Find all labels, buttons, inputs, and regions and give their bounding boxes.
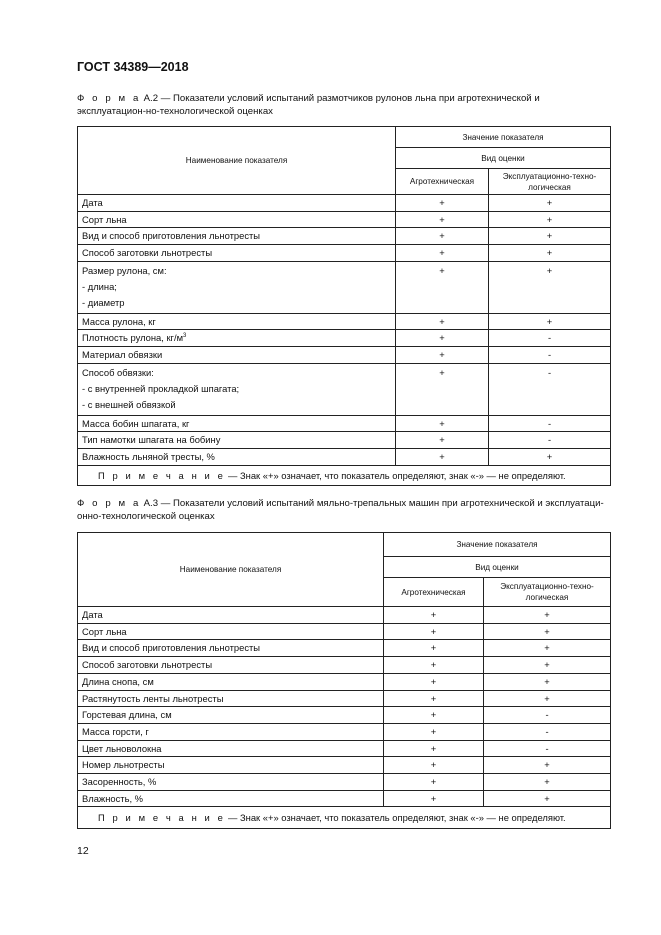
expl-mark: + <box>484 774 611 791</box>
roll-size-diameter: - диаметр <box>82 297 125 309</box>
form-a3-table <box>77 532 611 829</box>
table-row <box>78 211 611 228</box>
agro-mark: + <box>384 740 484 757</box>
row-label: Влажность, % <box>78 790 384 807</box>
agro-mark: + <box>384 774 484 791</box>
expl-mark: + <box>489 245 611 262</box>
table-row <box>78 707 611 724</box>
form-a2-caption-text: А.2 — Показатели условий испытаний размотчиков рулонов льна при агротехнической и эксплуатацион-но-технологической оценках <box>77 93 540 117</box>
document-code: ГОСТ 34389—2018 <box>77 60 189 74</box>
expl-mark: + <box>484 640 611 657</box>
col-header-value: Значение показателя <box>384 533 611 557</box>
expl-mark: + <box>484 657 611 674</box>
table-row <box>78 757 611 774</box>
row-label: Сорт льна <box>78 623 384 640</box>
row-label: Дата <box>78 195 396 212</box>
row-label: Длина снопа, см <box>78 673 384 690</box>
table-note <box>78 465 611 485</box>
form-a3-caption-prefix: Ф о р м а <box>77 498 141 509</box>
page-number: 12 <box>77 845 89 857</box>
row-label: Влажность льняной тресты, % <box>78 449 396 466</box>
table-row <box>78 449 611 466</box>
col-header-value: Значение показателя <box>396 127 611 148</box>
density-exponent: 3 <box>183 333 187 340</box>
col-header-agro: Агротехническая <box>384 578 484 607</box>
expl-mark: + <box>489 449 611 466</box>
agro-mark: + <box>384 757 484 774</box>
row-label: Масса горсти, г <box>78 723 384 740</box>
form-a2-table <box>77 126 611 486</box>
agro-mark: + <box>384 723 484 740</box>
row-label: Материал обвязки <box>78 347 396 364</box>
agro-mark: + <box>396 432 489 449</box>
agro-mark: + <box>396 261 489 313</box>
row-label <box>78 330 396 347</box>
expl-mark: + <box>489 211 611 228</box>
expl-mark: + <box>484 673 611 690</box>
agro-mark: + <box>384 790 484 807</box>
table-row <box>78 690 611 707</box>
table-row <box>78 740 611 757</box>
expl-mark: - <box>489 347 611 364</box>
expl-mark: + <box>484 607 611 624</box>
table-row <box>78 330 611 347</box>
expl-mark: - <box>489 415 611 432</box>
agro-mark: + <box>384 690 484 707</box>
table-row <box>78 313 611 330</box>
table-row <box>78 228 611 245</box>
agro-mark: + <box>384 673 484 690</box>
agro-mark: + <box>396 449 489 466</box>
col-header-name: Наименование показателя <box>78 533 384 607</box>
agro-mark: + <box>384 640 484 657</box>
table-row <box>78 245 611 262</box>
expl-mark: - <box>484 723 611 740</box>
agro-mark: + <box>396 245 489 262</box>
row-label: Способ заготовки льнотресты <box>78 657 384 674</box>
table-row <box>78 347 611 364</box>
col-header-expl: Эксплуатационно-техно-логическая <box>484 578 611 607</box>
table-row <box>78 657 611 674</box>
row-label: Цвет льноволокна <box>78 740 384 757</box>
form-a3-caption <box>77 497 607 523</box>
agro-mark: + <box>396 313 489 330</box>
roll-size-label: Размер рулона, см: <box>82 264 167 276</box>
note-text: — Знак «+» означает, что показатель определяют, знак «-» — не определяют. <box>225 812 566 824</box>
note-prefix: П р и м е ч а н и е <box>98 812 226 824</box>
expl-mark: + <box>484 790 611 807</box>
row-label: Масса бобин шпагата, кг <box>78 415 396 432</box>
expl-mark: - <box>489 330 611 347</box>
table-row <box>78 415 611 432</box>
form-a2-caption-prefix: Ф о р м а <box>77 93 141 104</box>
col-header-expl: Эксплуатационно-техно-логическая <box>489 169 611 195</box>
agro-mark: + <box>396 363 489 415</box>
note-prefix: П р и м е ч а н и е <box>98 469 226 481</box>
agro-mark: + <box>384 623 484 640</box>
expl-mark: + <box>489 313 611 330</box>
table-row <box>78 640 611 657</box>
expl-mark: + <box>489 228 611 245</box>
table-row <box>78 673 611 690</box>
table-row <box>78 261 611 313</box>
expl-mark: - <box>489 363 611 415</box>
col-header-agro: Агротехническая <box>396 169 489 195</box>
expl-mark: - <box>489 432 611 449</box>
table-row <box>78 623 611 640</box>
row-label: Засоренность, % <box>78 774 384 791</box>
table-row <box>78 607 611 624</box>
col-header-name: Наименование показателя <box>78 127 396 195</box>
roll-size-length: - длина; <box>82 281 117 293</box>
agro-mark: + <box>384 707 484 724</box>
table-row <box>78 774 611 791</box>
table-row <box>78 723 611 740</box>
form-a2-caption <box>77 92 607 118</box>
row-label: Масса рулона, кг <box>78 313 396 330</box>
binding-inner: - с внутренней прокладкой шпагата; <box>82 383 240 395</box>
row-label: Вид и способ приготовления льнотресты <box>78 640 384 657</box>
expl-mark: - <box>484 740 611 757</box>
row-label: Растянутость ленты льнотресты <box>78 690 384 707</box>
col-header-type: Вид оценки <box>384 557 611 578</box>
table-row <box>78 790 611 807</box>
agro-mark: + <box>384 657 484 674</box>
expl-mark: - <box>484 707 611 724</box>
table-row <box>78 195 611 212</box>
form-a3-caption-text: А.3 — Показатели условий испытаний мяльно-трепальных машин при агротехнической и эксплуатаци-онно-технологической оценках <box>77 498 604 522</box>
row-label: Тип намотки шпагата на бобину <box>78 432 396 449</box>
expl-mark: + <box>484 623 611 640</box>
table-note <box>78 807 611 829</box>
agro-mark: + <box>396 195 489 212</box>
note-text: — Знак «+» означает, что показатель определяют, знак «-» — не определяют. <box>225 469 566 481</box>
expl-mark: + <box>489 195 611 212</box>
expl-mark: + <box>489 261 611 313</box>
table-row <box>78 432 611 449</box>
row-label: Горстевая длина, см <box>78 707 384 724</box>
col-header-type: Вид оценки <box>396 148 611 169</box>
binding-label: Способ обвязки: <box>82 366 154 378</box>
agro-mark: + <box>384 607 484 624</box>
row-label <box>78 363 396 415</box>
agro-mark: + <box>396 228 489 245</box>
row-label: Номер льнотресты <box>78 757 384 774</box>
agro-mark: + <box>396 211 489 228</box>
binding-outer: - с внешней обвязкой <box>82 399 176 411</box>
expl-mark: + <box>484 757 611 774</box>
density-label: Плотность рулона, кг/м <box>82 332 184 344</box>
agro-mark: + <box>396 415 489 432</box>
row-label: Вид и способ приготовления льнотресты <box>78 228 396 245</box>
row-label: Способ заготовки льнотресты <box>78 245 396 262</box>
table-row <box>78 363 611 415</box>
row-label <box>78 261 396 313</box>
row-label: Дата <box>78 607 384 624</box>
row-label: Сорт льна <box>78 211 396 228</box>
agro-mark: + <box>396 347 489 364</box>
agro-mark: + <box>396 330 489 347</box>
expl-mark: + <box>484 690 611 707</box>
